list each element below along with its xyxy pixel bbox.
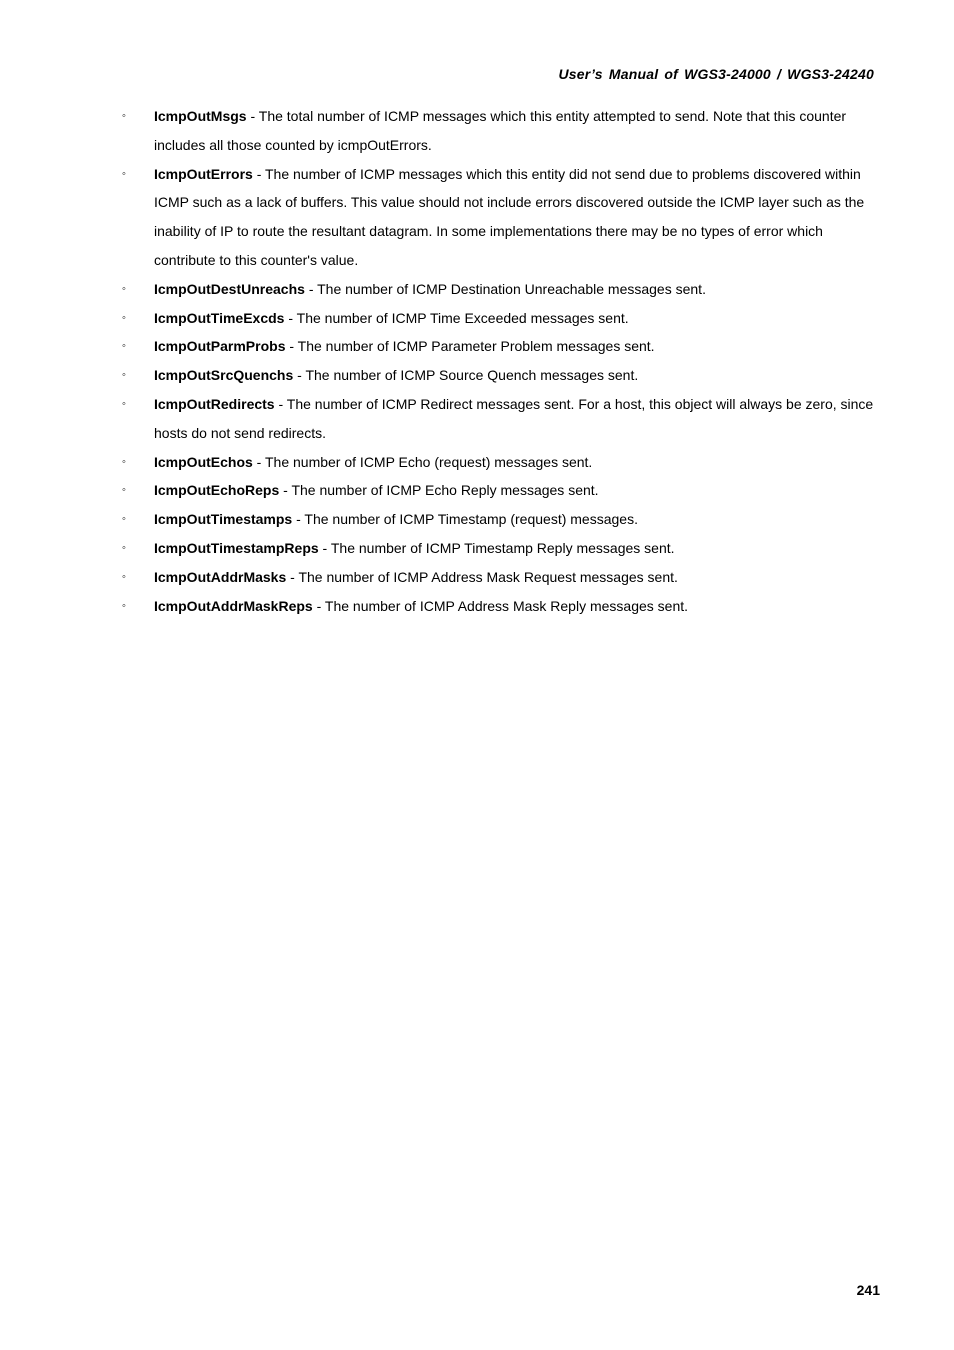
term-description: - The number of ICMP Address Mask Reply messages sent. (312, 597, 689, 614)
bullet-icon: ◦ (122, 541, 126, 554)
list-item (120, 534, 884, 563)
list-item (120, 361, 884, 390)
term-name: IcmpOutEchoReps (154, 482, 280, 499)
term-description: - The number of ICMP Echo (request) messages sent. (252, 453, 593, 470)
bullet-icon: ◦ (122, 110, 126, 122)
bullet-icon: ◦ (122, 369, 126, 382)
bullet-icon: ◦ (122, 599, 126, 612)
term-name: IcmpOutAddrMasks (154, 568, 287, 585)
bullet-icon: ◦ (122, 397, 126, 410)
list-item (120, 304, 884, 333)
term-name: IcmpOutMsgs (154, 108, 247, 124)
bullet-icon: ◦ (122, 167, 126, 180)
term-description: - The number of ICMP Timestamp (request) messages. (292, 511, 638, 528)
term-description: - The number of ICMP Echo Reply messages sent. (279, 482, 599, 499)
list-item (120, 275, 884, 304)
bullet-icon: ◦ (122, 513, 126, 526)
term-description: - The number of ICMP Destination Unreachable messages sent. (304, 280, 706, 297)
term-description: - The total number of ICMP messages which this entity attempted to send. Note that this counter includes all those counted by icmpOutErrors. (154, 108, 847, 153)
page-header-title: User’s Manual of WGS3-24000 / WGS3-24240 (558, 66, 874, 82)
list-item (120, 505, 884, 534)
list-item (120, 160, 884, 275)
definition-list (120, 102, 884, 620)
term-name: IcmpOutAddrMaskReps (154, 597, 313, 614)
term-description: - The number of ICMP Source Quench messages sent. (293, 367, 639, 384)
bullet-icon: ◦ (122, 311, 126, 324)
term-name: IcmpOutTimestampReps (154, 539, 319, 556)
term-description: - The number of ICMP Address Mask Request messages sent. (286, 568, 678, 585)
term-description: - The number of ICMP Parameter Problem messages sent. (285, 338, 655, 355)
list-item (120, 332, 884, 361)
list-item (120, 563, 884, 592)
term-name: IcmpOutTimeExcds (154, 309, 285, 326)
bullet-icon: ◦ (122, 282, 126, 295)
list-item (120, 476, 884, 505)
bullet-icon: ◦ (122, 340, 126, 353)
term-name: IcmpOutErrors (154, 165, 253, 182)
term-name: IcmpOutEchos (154, 453, 253, 470)
term-name: IcmpOutParmProbs (154, 338, 286, 355)
bullet-icon: ◦ (122, 570, 126, 583)
list-item (120, 448, 884, 477)
term-description: - The number of ICMP Time Exceeded messages sent. (284, 309, 629, 326)
list-item (120, 592, 884, 621)
term-description: - The number of ICMP Redirect messages sent. For a host, this object will always be zero, since hosts do not send redirects. (154, 395, 874, 441)
list-item (120, 102, 884, 160)
bullet-icon: ◦ (122, 484, 126, 497)
term-description: - The number of ICMP messages which this entity did not send due to problems discovered within ICMP such as a lack of buffers. This value should not include errors discovered outside the ICMP layer such as the inability of IP to route the resultant datagram. In some implementations there may be no types of error which contribute to this counter's value. (154, 165, 865, 268)
bullet-icon: ◦ (122, 455, 126, 468)
term-name: IcmpOutSrcQuenchs (154, 367, 294, 384)
page-number: 241 (856, 1282, 880, 1298)
term-name: IcmpOutDestUnreachs (154, 280, 305, 297)
term-name: IcmpOutTimestamps (154, 511, 293, 528)
list-item (120, 390, 884, 448)
term-description: - The number of ICMP Timestamp Reply messages sent. (318, 539, 675, 556)
term-name: IcmpOutRedirects (154, 395, 275, 412)
